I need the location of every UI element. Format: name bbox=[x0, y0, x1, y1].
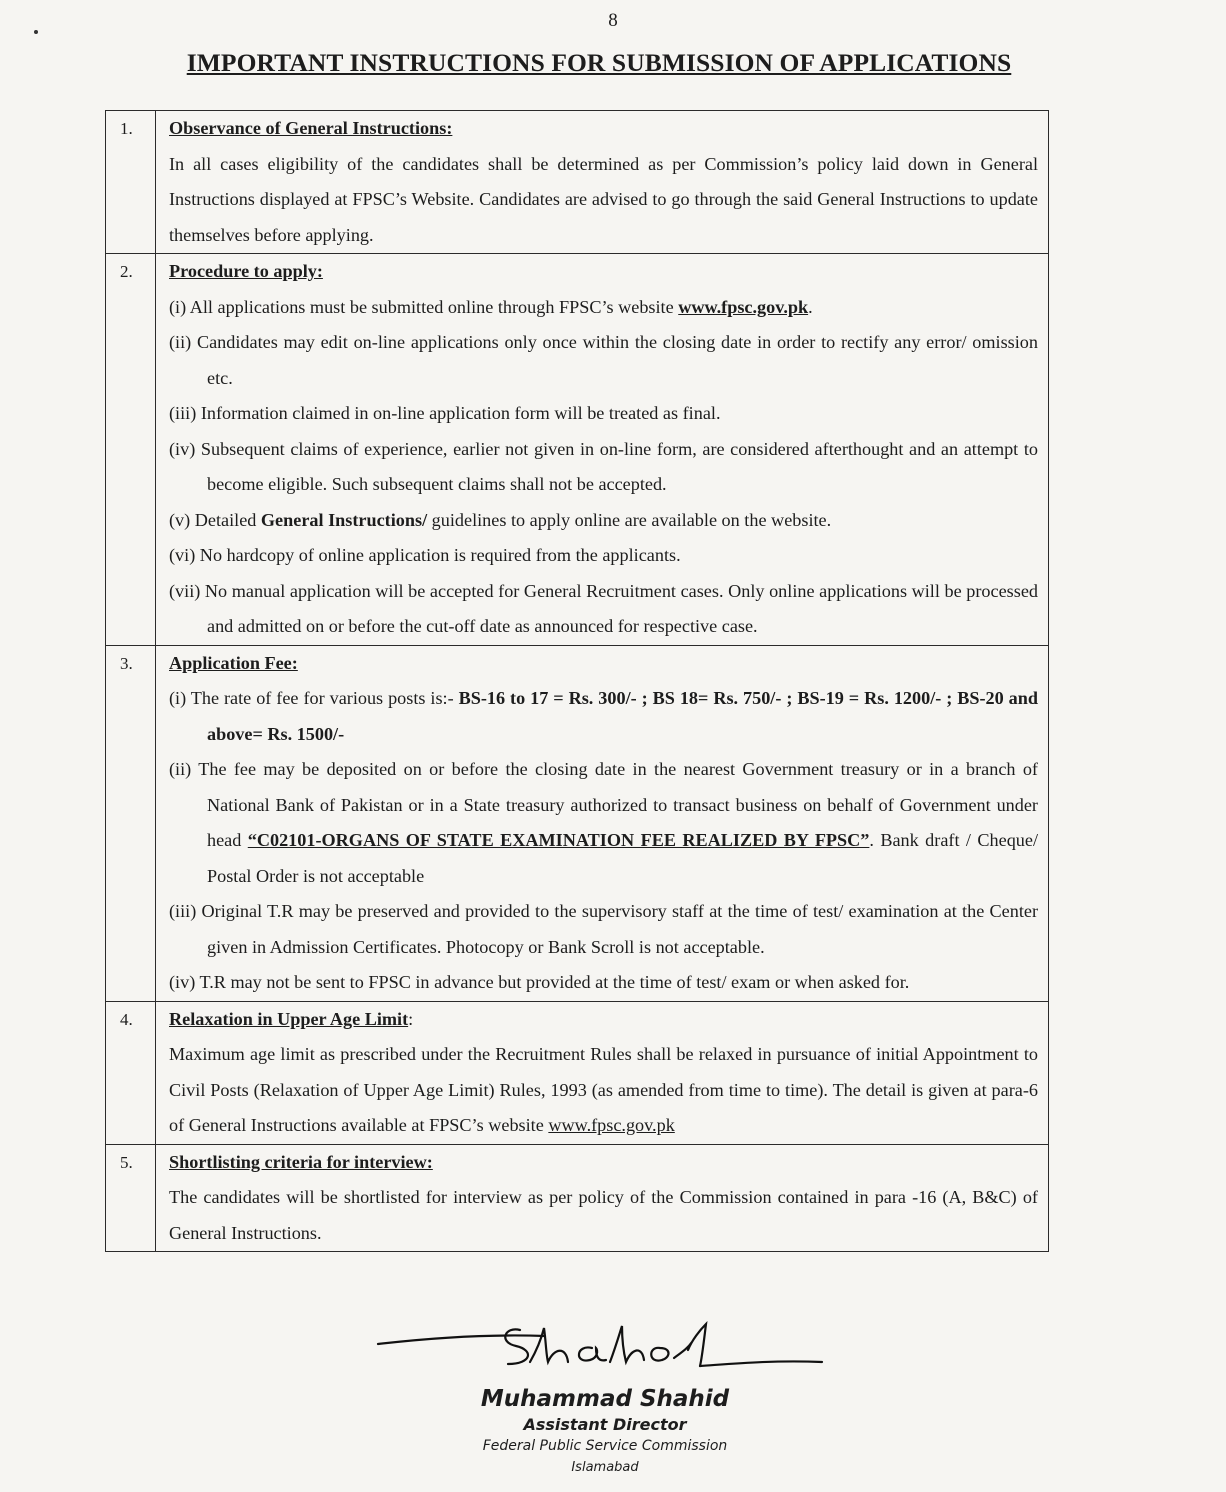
section-heading: Application Fee: bbox=[169, 652, 298, 673]
section-content bbox=[156, 1001, 1049, 1144]
section-content bbox=[156, 1144, 1049, 1252]
body-text: Maximum age limit as prescribed under the Recruitment Rules shall be relaxed in pursuance of initial Appointment to Civil Posts (Relaxation of Upper Age Limit) Rules, 1993 (as amended from time to time). The detail is given at para-6 of General Instructions available at FPSC’s website bbox=[169, 1044, 1038, 1135]
list-item bbox=[169, 681, 1038, 752]
section-5 bbox=[106, 1144, 1049, 1252]
signatory-designation: Assistant Director bbox=[523, 1415, 687, 1434]
section-content bbox=[156, 645, 1049, 1001]
instructions-table bbox=[105, 110, 1049, 1252]
section-content bbox=[156, 111, 1049, 254]
handwritten-signature bbox=[370, 1305, 840, 1388]
fee-head: “C02101-ORGANS OF STATE EXAMINATION FEE REALIZED BY FPSC” bbox=[247, 830, 870, 850]
item-text: guidelines to apply online are available on the website. bbox=[427, 509, 832, 530]
item-text: (i) All applications must be submitted online through FPSC’s website bbox=[169, 296, 679, 317]
list-item bbox=[169, 290, 1038, 326]
page-number: 8 bbox=[608, 10, 618, 31]
list-item: (iii) Information claimed in on-line application form will be treated as final. bbox=[169, 403, 721, 423]
section-number: 2. bbox=[106, 254, 156, 646]
section-2 bbox=[106, 254, 1049, 646]
section-4 bbox=[106, 1001, 1049, 1144]
section-number: 3. bbox=[106, 645, 156, 1001]
section-content bbox=[156, 254, 1049, 646]
section-heading: Shortlisting criteria for interview: bbox=[169, 1151, 433, 1172]
list-item bbox=[169, 503, 1038, 539]
section-heading: Observance of General Instructions: bbox=[169, 118, 453, 138]
section-heading: Relaxation in Upper Age Limit bbox=[169, 1008, 409, 1029]
website-link[interactable]: www.fpsc.gov.pk bbox=[678, 296, 809, 317]
signatory-name: Muhammad Shahid bbox=[480, 1386, 730, 1412]
section-heading-row bbox=[169, 1002, 1038, 1038]
section-body: In all cases eligibility of the candidates shall be determined as per Commission’s policy laid down in General Instructions displayed at FPSC’s Website. Candidates are advised to go through the said General Instructions to update themselves before applying. bbox=[169, 153, 1038, 245]
list-item: (vi) No hardcopy of online application is required from the applicants. bbox=[169, 545, 681, 565]
signature-block bbox=[370, 1305, 840, 1488]
item-text: (i) The rate of fee for various posts is:- bbox=[169, 688, 459, 708]
section-number: 1. bbox=[106, 111, 156, 254]
list-item: (iii) Original T.R may be preserved and provided to the supervisory staff at the time of test/ examination at the Center given in Admission Certificates. Photocopy or Bank Scroll is not acceptable. bbox=[169, 901, 1038, 957]
section-number: 4. bbox=[106, 1001, 156, 1144]
item-bold-text: General Instructions/ bbox=[260, 509, 428, 530]
list-item: (ii) Candidates may edit on-line applications only once within the closing date in order to rectify any error/ omission etc. bbox=[169, 332, 1038, 388]
section-3 bbox=[106, 645, 1049, 1001]
list-item: (vii) No manual application will be accepted for General Recruitment cases. Only online applications will be processed and admitted on or before the cut-off date as announced for respective case. bbox=[169, 580, 1038, 636]
section-body bbox=[169, 1037, 1038, 1144]
signatory-city: Islamabad bbox=[571, 1460, 639, 1475]
list-item: (iv) Subsequent claims of experience, earlier not given in on-line form, are considered afterthought and an attempt to become eligible. Such subsequent claims shall not be accepted. bbox=[169, 438, 1038, 494]
section-heading: Procedure to apply: bbox=[169, 261, 323, 281]
signatory-organization: Federal Public Service Commission bbox=[482, 1438, 728, 1454]
section-number: 5. bbox=[106, 1144, 156, 1252]
signature-text: Shahid bbox=[370, 1305, 415, 1322]
section-1 bbox=[106, 111, 1049, 254]
list-item bbox=[169, 752, 1038, 894]
heading-suffix: : bbox=[408, 1008, 414, 1029]
fee-rates: BS-16 to 17 = Rs. 300/- ; BS 18= Rs. 750/- ; BS-19 = Rs. 1200/- ; BS-20 and above= Rs. 1500/- bbox=[207, 688, 1039, 744]
item-text: . Bank draft / Cheque/ Postal Order is not acceptable bbox=[207, 830, 1039, 886]
item-text: (v) Detailed bbox=[169, 509, 261, 530]
item-end: . bbox=[808, 296, 813, 317]
section-body: The candidates will be shortlisted for interview as per policy of the Commission contained in para -16 (A, B&C) of General Instructions. bbox=[169, 1187, 1038, 1243]
website-link[interactable]: www.fpsc.gov.pk bbox=[548, 1115, 675, 1135]
item-text: (ii) The fee may be deposited on or before the closing date in the nearest Government treasury or in a branch of National Bank of Pakistan or in a State treasury authorized to transact business on behalf of Government under head bbox=[169, 759, 1038, 850]
document-title: IMPORTANT INSTRUCTIONS FOR SUBMISSION OF APPLICATIONS bbox=[186, 48, 1012, 77]
list-item: (iv) T.R may not be sent to FPSC in advance but provided at the time of test/ exam or when asked for. bbox=[169, 972, 910, 992]
